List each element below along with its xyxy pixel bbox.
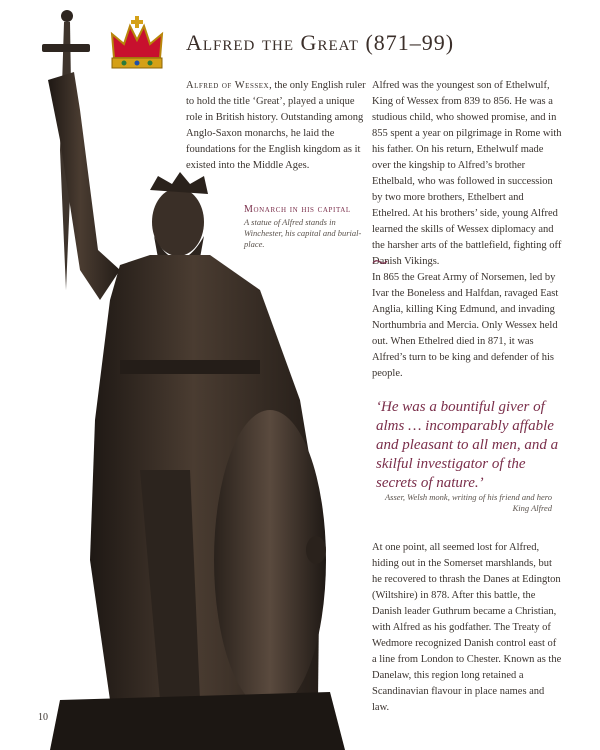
image-caption (244, 204, 364, 250)
intro-lead: Alfred of Wessex (186, 80, 270, 91)
page-number: 10 (38, 712, 48, 723)
paragraph-edington (372, 540, 562, 716)
page-title: Alfred the Great (871–99) (186, 30, 455, 55)
paragraph-great-army-text: In 865 the Great Army of Norsemen, led by Ivar the Boneless and Halfdan, ravaged East Anglia, killing King Edmund, and invading Northumbria and Mercia. Only Wessex held out. When Ethelred died in 871, it was Alfred’s turn to be king and defender of his people. (372, 272, 559, 379)
royal-crown-icon (106, 14, 168, 76)
intro-paragraph (186, 78, 366, 174)
paragraph-great-army (372, 270, 562, 382)
pull-quote: ‘He was a bountiful giver of alms … incomparably affable and pleasant to all men, and a skilful investigator of the secrets of nature.’ (376, 399, 559, 491)
caption-text: A statue of Alfred stands in Winchester, his capital and burial-place. (244, 217, 362, 249)
caption-title: Monarch in his capital (244, 204, 351, 215)
paragraph-edington-text: At one point, all seemed lost for Alfred, hiding out in the Somerset marshlands, but he recovered to thrash the Danes at Edington (Wiltshire) in 878. After this battle, the Danish leader Guthrum became a Christian, with Alfred as his godfather. The Treaty of Wedmore recognized Danish control east of a line from London to Chester. Known as the Danelaw, this region long retained a Scandinavian flavour in place names and law. (372, 542, 562, 713)
quote-attribution: Asser, Welsh monk, writing of his friend and hero King Alfred (384, 492, 552, 513)
ornament-divider-icon (372, 258, 388, 266)
paragraph-early-life (372, 78, 562, 270)
intro-text: , the only English ruler to hold the title ‘Great’, played a unique role in British history. Outstanding among Anglo-Saxon monarchs, he laid the foundations for the English kingdom as it existed into the Middle Ages. (186, 80, 366, 171)
paragraph-early-life-text: Alfred was the youngest son of Ethelwulf, King of Wessex from 839 to 856. He was a studious child, who showed promise, and in 855 spent a year on pilgrimage in Rome with his father. On his return, Ethelwulf made over the kingship to Alfred’s brother Ethelbald, who was followed in succession by two more brothers, Ethelbert and Ethelred. At his brothers’ side, young Alfred learned the skills of Wessex diplomacy and the harsher arts of the battlefield, fighting off Danish Vikings. (372, 80, 562, 267)
